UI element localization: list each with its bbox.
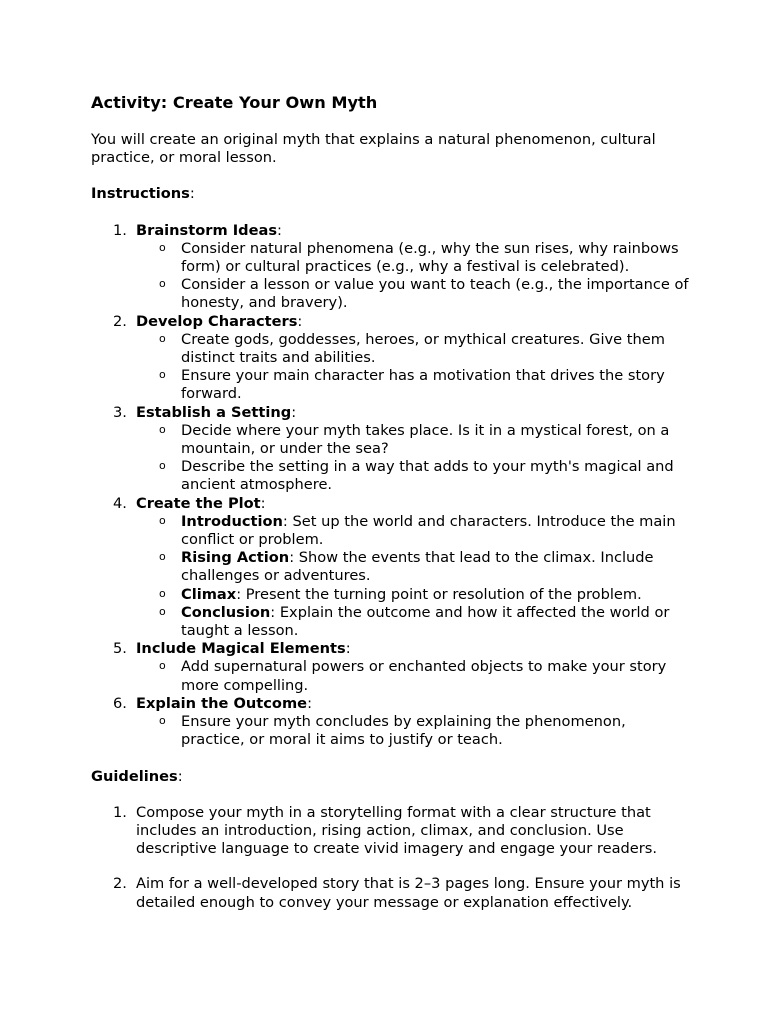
step-number: 1. (113, 221, 127, 239)
sub-item-term: Climax (181, 585, 237, 603)
sub-item (136, 367, 691, 403)
circle-bullet-icon: o (159, 604, 166, 618)
instruction-step: 6. Explain the Outcome: o Ensure your myth concludes by explaining the phenomenon, practice, or moral it aims to justify or teach. (91, 695, 691, 750)
intro-paragraph: You will create an original myth that explains a natural phenomenon, cultural practice, or moral lesson. (91, 131, 656, 167)
guideline-number: 1. (113, 803, 127, 821)
sub-item (136, 549, 691, 585)
step-sublist (136, 331, 691, 404)
guideline-text: Aim for a well-developed story that is 2–3 pages long. Ensure your myth is detailed enough to convey your message or explanation effectively. (136, 875, 681, 911)
guideline-number: 2. (113, 875, 127, 893)
sub-item-term: Introduction (181, 512, 283, 530)
instruction-step: 3. Establish a Setting: o Decide where your myth takes place. Is it in a mystical forest, on a mountain, or under the sea? o Describe the setting in a way that adds to your myth's magical and ancient atmosphere. (91, 404, 691, 495)
sub-item-term: Rising Action (181, 549, 290, 567)
sub-item (136, 331, 691, 367)
sub-item (136, 276, 691, 312)
sub-item (136, 458, 691, 494)
sub-item-text: Add supernatural powers or enchanted objects to make your story more compelling. (181, 658, 667, 694)
guideline-item (91, 875, 691, 911)
step-sublist (136, 658, 691, 694)
circle-bullet-icon: o (159, 659, 166, 673)
sub-item-text: : Set up the world and characters. Introduce the main conflict or problem. (181, 512, 676, 549)
circle-bullet-icon: o (159, 513, 166, 527)
sub-item (136, 713, 691, 749)
sub-item (136, 658, 691, 694)
step-number: 6. (113, 694, 127, 712)
sub-item-text: Decide where your myth takes place. Is it in a mystical forest, on a mountain, or under the sea? (181, 421, 670, 458)
circle-bullet-icon: o (159, 331, 166, 345)
sub-item (136, 586, 691, 604)
step-number: 2. (113, 312, 127, 330)
instructions-heading-label: Instructions (91, 185, 190, 203)
step-sublist (136, 422, 691, 495)
step-title: Brainstorm Ideas (136, 221, 278, 239)
guidelines-list (91, 804, 691, 912)
instructions-heading: Instructions: (91, 185, 195, 203)
guidelines-heading-label: Guidelines (91, 767, 178, 785)
guidelines-heading: Guidelines: (91, 767, 183, 785)
circle-bullet-icon: o (159, 422, 166, 436)
sub-item-text: : Explain the outcome and how it affected the world or taught a lesson. (181, 603, 670, 640)
page-title: Activity: Create Your Own Myth (91, 93, 378, 112)
sub-item (136, 604, 691, 640)
sub-item (136, 513, 691, 549)
circle-bullet-icon: o (159, 277, 166, 291)
guideline-item (91, 804, 691, 859)
sub-item (136, 422, 691, 458)
step-number: 4. (113, 494, 127, 512)
step-sublist (136, 713, 691, 749)
instructions-list (91, 222, 691, 750)
step-title: Create the Plot (136, 494, 261, 512)
circle-bullet-icon: o (159, 240, 166, 254)
step-sublist (136, 240, 691, 313)
step-title: Explain the Outcome (136, 694, 308, 712)
sub-item-term: Conclusion (181, 603, 271, 621)
sub-item-text: Create gods, goddesses, heroes, or mythical creatures. Give them distinct traits and abilities. (181, 330, 665, 367)
document-content (91, 93, 691, 929)
sub-item-text: : Show the events that lead to the climax. Include challenges or adventures. (181, 549, 654, 585)
step-number: 5. (113, 640, 127, 658)
step-title: Include Magical Elements (136, 640, 346, 658)
sub-item-text: Ensure your main character has a motivation that drives the story forward. (181, 367, 665, 403)
sub-item-text: Consider a lesson or value you want to teach (e.g., the importance of honesty, and bravery). (181, 276, 689, 312)
step-sublist (136, 513, 691, 640)
guideline-text: Compose your myth in a storytelling format with a clear structure that includes an introduction, rising action, climax, and conclusion. Use descriptive language to create vivid imagery and engage your readers. (136, 803, 658, 858)
sub-item-text: Describe the setting in a way that adds to your myth's magical and ancient atmosphere. (181, 458, 674, 494)
sub-item (136, 240, 691, 276)
step-number: 3. (113, 403, 127, 421)
instruction-step: 2. Develop Characters: o Create gods, goddesses, heroes, or mythical creatures. Give them distinct traits and abilities. o Ensure your main character has a motivation that drives the story forward. (91, 313, 691, 404)
sub-item-text: : Present the turning point or resolution of the problem. (236, 585, 642, 603)
instruction-step: 5. Include Magical Elements: o Add supernatural powers or enchanted objects to make your story more compelling. (91, 640, 691, 695)
step-title: Establish a Setting (136, 403, 292, 421)
instruction-step: 4. Create the Plot: o Introduction: Set up the world and characters. Introduce the main conflict or problem. o Rising Action: Show the events that lead to the climax. Include challenges or adventures. o Climax: Present the turning point or resolution of the problem. o Conclusion: Explain the outcome and how it affected the world or taught a lesson. (91, 495, 691, 641)
sub-item-text: Ensure your myth concludes by explaining the phenomenon, practice, or moral it aims to justify or teach. (181, 713, 626, 749)
circle-bullet-icon: o (159, 550, 166, 564)
step-title: Develop Characters (136, 312, 298, 330)
circle-bullet-icon: o (159, 459, 166, 473)
circle-bullet-icon: o (159, 586, 166, 600)
circle-bullet-icon: o (159, 368, 166, 382)
circle-bullet-icon: o (159, 714, 166, 728)
instruction-step: 1. Brainstorm Ideas: o Consider natural phenomena (e.g., why the sun rises, why rainbows form) or cultural practices (e.g., why a festival is celebrated). o Consider a lesson or value you want to teach (e.g., the importance of honesty, and bravery). (91, 222, 691, 313)
sub-item-text: Consider natural phenomena (e.g., why the sun rises, why rainbows form) or cultural practices (e.g., why a festival is celebrated). (181, 239, 679, 276)
